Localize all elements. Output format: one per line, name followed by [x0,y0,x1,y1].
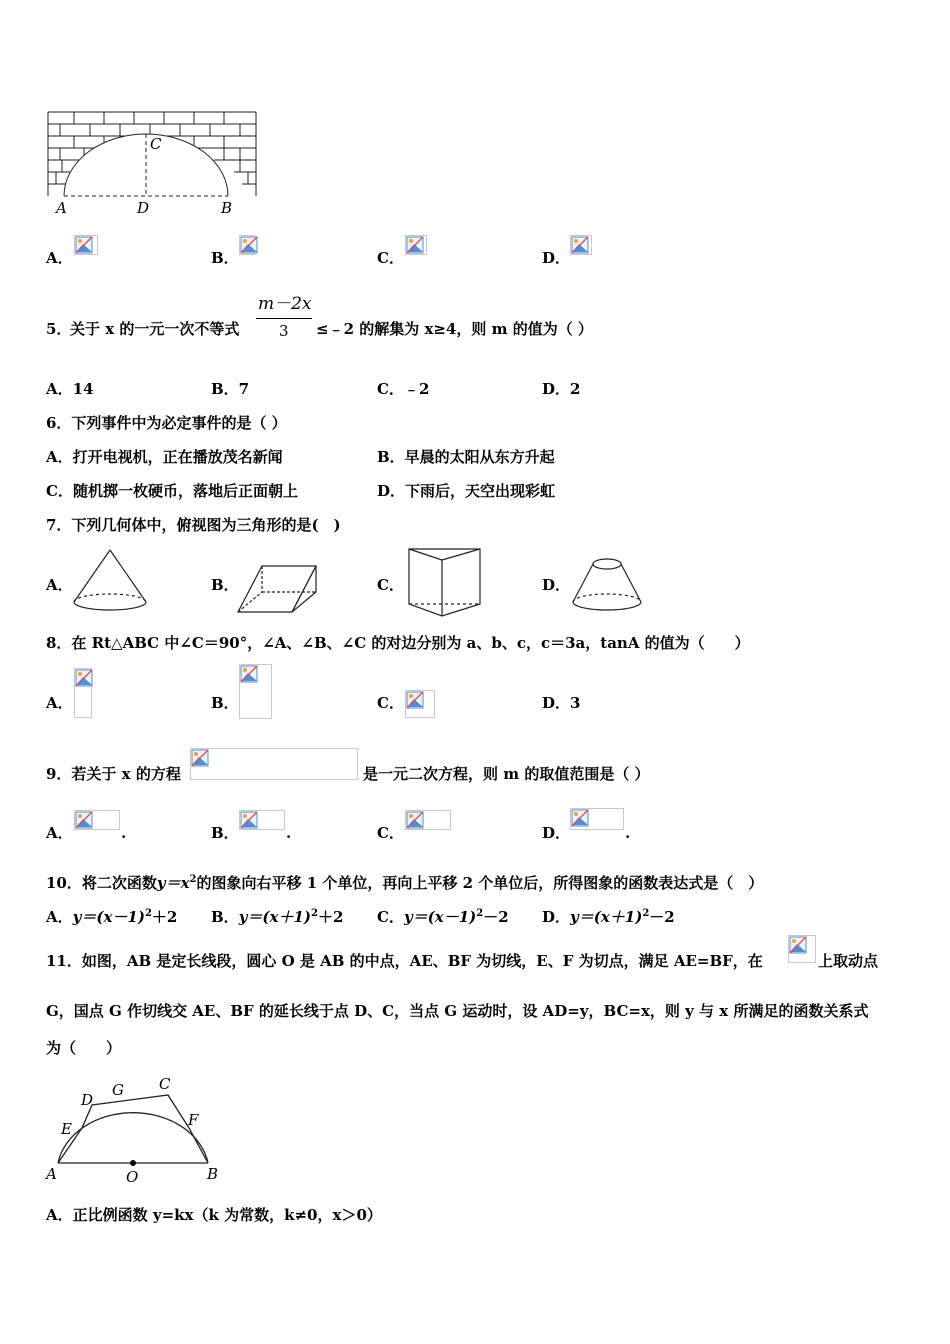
q9-option-b: B． [211,824,239,842]
q9-option-c: C． [377,824,404,842]
q10-option-expr: y＝(x－1) [72,908,145,926]
q11-line3: 为（ ） [46,1039,122,1057]
q7-stem: 7．下列几何体中，俯视图为三角形的是( ) [46,516,341,534]
bridge-label-a: A [56,199,67,217]
q6-stem: 6．下列事件中为必定事件的是（ ） [46,414,287,432]
q4-option-d: D． [542,249,571,267]
q10-stem-a: 10．将二次函数 [46,874,157,892]
q4-option-b: B． [211,249,239,267]
q10-option-tail: －2 [483,908,509,926]
q10-option-sup: 2 [642,908,650,919]
broken-image-icon [405,690,435,718]
fig-label-f: F [188,1111,199,1129]
q10-option-label: C． [377,908,404,926]
q10-option-a [46,904,177,927]
broken-image-icon [570,235,592,255]
q5-option-d: D．2 [542,380,581,398]
q10-option-sup: 2 [144,908,152,919]
q5-fraction-bar [256,318,312,319]
q10-stem-expr: y＝x [156,874,190,892]
q10-option-label: D． [542,908,571,926]
fig-label-a: A [46,1165,57,1183]
q10-option-tail: ＋2 [151,908,178,926]
bridge-label-c: C [150,135,162,153]
broken-image-icon [405,810,451,830]
fig-label-b: B [207,1165,219,1183]
q6-option-d: D．下雨后，天空出现彩虹 [377,482,556,500]
q6-option-a: A．打开电视机，正在播放茂名新闻 [46,448,283,466]
q5-option-a: A．14 [46,380,94,398]
q10-option-expr: y＝(x＋1) [238,908,311,926]
broken-image-icon [74,810,120,830]
q5-number: 5． [46,320,72,338]
q10-option-expr: y＝(x－1) [403,908,477,926]
q6-option-b: B．早晨的太阳从东方升起 [377,448,555,466]
q10-option-c [377,904,509,927]
broken-image-icon [405,235,427,255]
q7-option-a: A． [46,576,73,594]
q9-option-a-dot: . [121,824,127,842]
broken-image-icon [239,235,255,255]
q11-line2: G，国点 G 作切线交 AE、BF 的延长线于点 D、C，当点 G 运动时，设 AD=y，BC=x，则 y 与 x 所满足的函数关系式 [46,1002,869,1020]
bridge-label-b: B [221,199,233,217]
q10-stem-b: 的图象向右平移 1 个单位，再向上平移 2 个单位后，所得图象的函数表达式是（ ） [196,874,764,892]
broken-image-icon [190,748,358,780]
triangular-prism-figure [406,546,484,618]
q10-option-expr: y＝(x＋1) [570,908,643,926]
q10-stem [46,870,763,893]
q10-option-tail: ＋2 [317,908,344,926]
q8-option-a: A． [46,694,73,712]
q5-fraction-denominator: 3 [279,322,289,340]
bridge-label-d: D [137,199,150,217]
broken-image-icon [788,935,816,963]
q10-stem-sup: 2 [189,874,197,885]
broken-image-icon [74,668,92,718]
fig-label-c: C [159,1075,171,1093]
q8-option-b: B． [211,694,239,712]
q4-option-a: A． [46,249,73,267]
q6-option-c: C．随机掷一枚硬币，落地后正面朝上 [46,482,298,500]
broken-image-icon [570,808,624,830]
q7-option-b: B． [211,576,239,594]
q11-line1-a: 11．如图，AB 是定长线段，圆心 O 是 AB 的中点，AE、BF 为切线，E、F 为切点，满足 AE=BF，在 [46,952,763,970]
q11-option-a: A．正比例函数 y=kx（k 为常数，k≠0，x＞0） [46,1206,382,1224]
q10-option-label: B． [211,908,239,926]
q8-stem: 8．在 Rt△ABC 中∠C＝90°，∠A、∠B、∠C 的对边分别为 a、b、c，c＝3a，tanA 的值为（ ） [46,634,750,652]
q9-option-d-dot: . [625,824,631,842]
prism-figure [236,560,320,616]
broken-image-icon [239,810,285,830]
q10-option-d [542,904,675,927]
q9-text-before: 9．若关于 x 的方程 [46,765,181,783]
q10-option-b [211,904,343,927]
q10-option-tail: －2 [649,908,675,926]
q9-option-a: A． [46,824,73,842]
fig-label-o: O [126,1168,139,1186]
q4-option-c: C． [377,249,404,267]
q9-option-b-dot: . [286,824,292,842]
q8-option-d: D．3 [542,694,581,712]
q10-option-label: A． [46,908,73,926]
q5-text-before: 关于 x 的一元一次不等式 [70,320,240,338]
q8-option-c: C． [377,694,404,712]
q9-text-after: 是一元二次方程，则 m 的取值范围是（ ） [363,765,650,783]
q11-line1-b: 上取动点 [818,952,879,970]
q5-text-after: ≤﹣2 的解集为 x≥4，则 m 的值为（ ） [316,320,593,338]
center-point [130,1160,136,1166]
q10-option-sup: 2 [476,908,484,919]
fig-label-d: D [81,1091,94,1109]
q5-fraction-numerator: m－2x [258,294,312,314]
broken-image-icon [239,664,272,719]
q5-option-b: B．7 [211,380,250,398]
q7-option-c: C． [377,576,404,594]
fig-label-e: E [61,1120,72,1138]
broken-image-icon [74,235,98,255]
cone-figure [70,548,150,614]
q9-option-d: D． [542,824,571,842]
frustum-figure [570,556,644,616]
q10-option-sup: 2 [310,908,318,919]
fig-label-g: G [112,1081,124,1099]
q7-option-d: D． [542,576,571,594]
q5-option-c: C．﹣2 [377,380,430,398]
